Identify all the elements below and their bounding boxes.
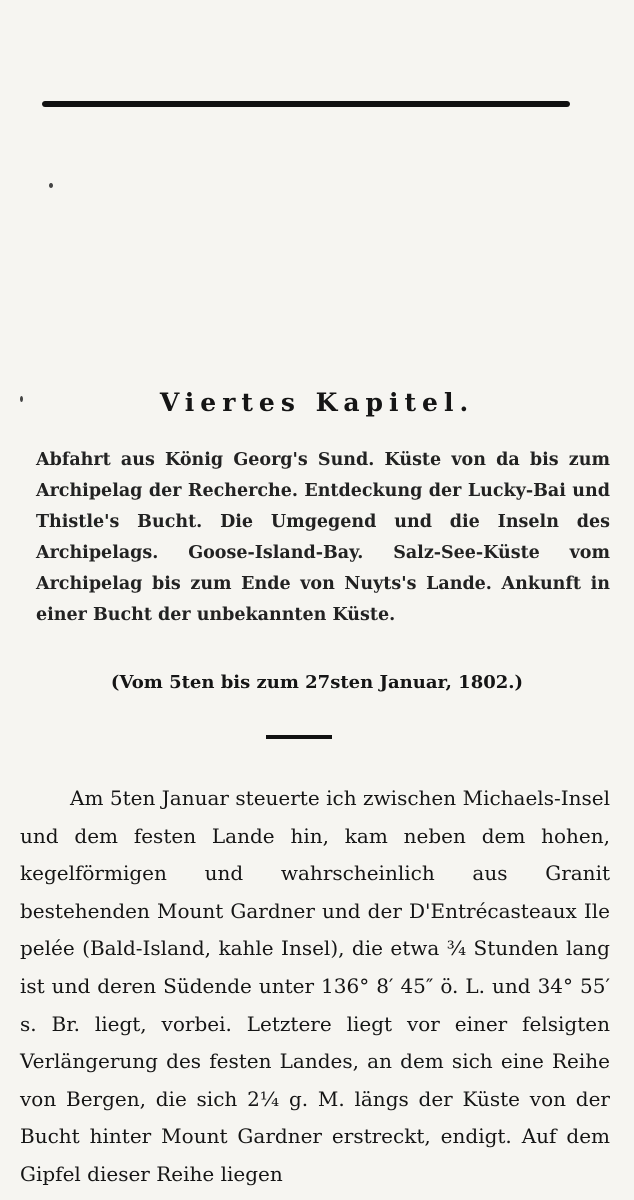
- chapter-summary: Abfahrt aus König Georg's Sund. Küste von da bis zum Archipelag der Recherche. Entdeckung der Lucky-Bai und Thistle's Bucht. Die Umgegend und die Inseln des Archipelags. Goose-Island-Bay. Salz-See-Küste vom Archipelag bis zum Ende von Nuyts's Lande. Ankunft in einer Bucht der unbekannten Küste.: [36, 450, 610, 625]
- body-text: [20, 780, 610, 1194]
- body-paragraph: Am 5ten Januar steuerte ich zwischen Michaels-Insel und dem festen Lande hin, kam neben dem hohen, kegelförmigen und wahrscheinlich aus Granit bestehenden Mount Gardner und der D'Entrécasteaux Ile pelée (Bald-Island, kahle Insel), die etwa ¾ Stunden lang ist und deren Südende unter 136° 8′ 45″ ö. L. und 34° 55′ s. Br. liegt, vorbei. Letztere liegt vor einer felsigten Verlängerung des festen Landes, an dem sich eine Reihe von Bergen, die sich 2¼ g. M. längs der Küste von der Bucht hinter Mount Gardner erstreckt, endigt. Auf dem Gipfel dieser Reihe liegen: [20, 786, 610, 1186]
- header-rule: [42, 101, 570, 107]
- date-range: (Vom 5ten bis zum 27sten Januar, 1802.): [110, 672, 524, 693]
- section-rule: [266, 735, 332, 739]
- chapter-title: Viertes Kapitel.: [159, 388, 475, 417]
- print-speck: [49, 183, 53, 188]
